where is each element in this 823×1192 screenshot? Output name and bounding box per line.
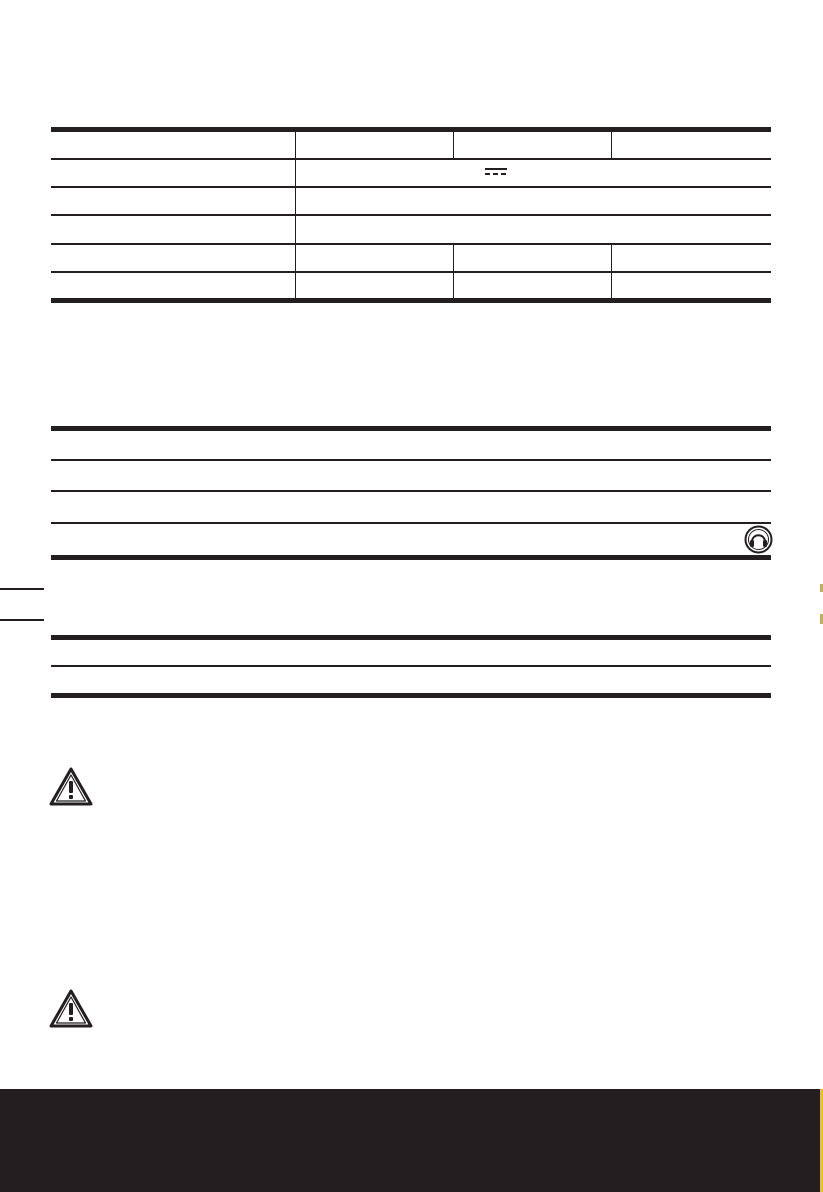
table2-bottom-rule	[51, 555, 771, 560]
table1-col-sep-2a	[453, 129, 454, 159]
table1-col-sep-1	[295, 129, 296, 301]
table1-row-rule-4	[51, 243, 771, 245]
table3-top-rule	[51, 635, 771, 640]
margin-mark-top	[0, 588, 44, 590]
table1-top-rule	[51, 127, 771, 132]
warning-triangle-icon	[48, 766, 94, 807]
direct-current-symbol-icon	[485, 168, 507, 176]
table3-row-rule-1	[51, 665, 771, 667]
table1-col-sep-2b	[453, 243, 454, 301]
margin-mark-bottom	[0, 619, 44, 621]
warning-triangle-icon-2	[48, 988, 94, 1029]
table1-row-rule-2	[51, 186, 771, 188]
table1-row-rule-5	[51, 271, 771, 273]
table3-bottom-rule	[51, 693, 771, 698]
table2-row-rule-1	[51, 459, 771, 461]
table1-col-sep-3b	[611, 243, 612, 301]
table1-row-rule-3	[51, 214, 771, 216]
footer-band	[0, 1089, 823, 1192]
table2-top-rule	[51, 426, 771, 431]
table1-bottom-rule	[51, 298, 771, 303]
table2-row-rule-3	[51, 522, 771, 524]
table1-row-rule-1	[51, 158, 771, 160]
table2-row-rule-2	[51, 490, 771, 492]
table1-col-sep-3a	[611, 129, 612, 159]
ear-protection-icon	[744, 525, 773, 554]
